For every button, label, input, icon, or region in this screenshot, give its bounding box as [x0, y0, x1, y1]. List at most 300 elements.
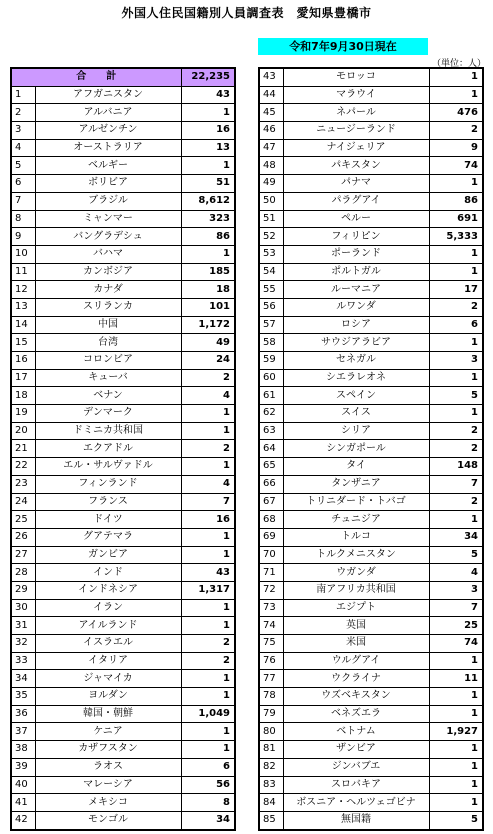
table-row: [259, 528, 483, 546]
row-number: 50: [259, 192, 283, 210]
table-row: [259, 228, 483, 246]
country-name: インドネシア: [35, 581, 181, 599]
table-row: [259, 670, 483, 688]
country-name: ドミニカ共和国: [35, 422, 181, 440]
table-row: [259, 705, 483, 723]
country-name: フィリピン: [283, 228, 429, 246]
table-row: [11, 599, 235, 617]
resident-count: 16: [181, 511, 235, 529]
table-row: [259, 263, 483, 281]
country-name: 台湾: [35, 334, 181, 352]
row-number: 10: [11, 245, 35, 263]
row-number: 38: [11, 741, 35, 759]
country-name: トルコ: [283, 528, 429, 546]
row-number: 16: [11, 352, 35, 370]
country-name: 南アフリカ共和国: [283, 581, 429, 599]
row-number: 69: [259, 528, 283, 546]
row-number: 51: [259, 210, 283, 228]
resident-count: 74: [429, 635, 483, 653]
country-name: スペイン: [283, 387, 429, 405]
table-row: [11, 652, 235, 670]
row-number: 41: [11, 794, 35, 812]
row-number: 34: [11, 670, 35, 688]
row-number: 75: [259, 635, 283, 653]
country-name: スロバキア: [283, 776, 429, 794]
row-number: 62: [259, 405, 283, 423]
country-name: マレーシア: [35, 776, 181, 794]
row-number: 46: [259, 122, 283, 140]
resident-count: 1: [181, 670, 235, 688]
country-name: ロシア: [283, 316, 429, 334]
table-row: [11, 546, 235, 564]
row-number: 18: [11, 387, 35, 405]
resident-count: 1: [181, 405, 235, 423]
resident-count: 1: [181, 688, 235, 706]
row-number: 39: [11, 758, 35, 776]
resident-count: 7: [181, 493, 235, 511]
row-number: 63: [259, 422, 283, 440]
row-number: 14: [11, 316, 35, 334]
row-number: 83: [259, 776, 283, 794]
table-row: [11, 440, 235, 458]
resident-count: 2: [429, 493, 483, 511]
resident-count: 56: [181, 776, 235, 794]
resident-count: 7: [429, 599, 483, 617]
resident-count: 16: [181, 122, 235, 140]
resident-count: 1: [181, 617, 235, 635]
table-row: [259, 440, 483, 458]
row-number: 23: [11, 475, 35, 493]
country-name: ブラジル: [35, 192, 181, 210]
resident-count: 1: [429, 369, 483, 387]
resident-count: 51: [181, 175, 235, 193]
country-name: グアテマラ: [35, 528, 181, 546]
table-row: [11, 528, 235, 546]
table-row: [259, 86, 483, 104]
row-number: 19: [11, 405, 35, 423]
country-name: パナマ: [283, 175, 429, 193]
country-name: アフガニスタン: [35, 86, 181, 104]
country-name: フランス: [35, 493, 181, 511]
resident-count: 4: [181, 387, 235, 405]
country-name: ポーランド: [283, 245, 429, 263]
row-number: 13: [11, 298, 35, 316]
table-row: [11, 352, 235, 370]
table-row: [11, 493, 235, 511]
resident-count: 3: [429, 352, 483, 370]
table-row: [11, 458, 235, 476]
row-number: 68: [259, 511, 283, 529]
table-row: [11, 369, 235, 387]
resident-count: 323: [181, 210, 235, 228]
country-name: モンゴル: [35, 811, 181, 829]
row-number: 4: [11, 139, 35, 157]
resident-count: 5: [429, 546, 483, 564]
country-name: ヨルダン: [35, 688, 181, 706]
resident-count: 18: [181, 281, 235, 299]
table-row: [11, 405, 235, 423]
resident-count: 185: [181, 263, 235, 281]
table-row: [11, 617, 235, 635]
country-name: ミャンマー: [35, 210, 181, 228]
table-row: [259, 599, 483, 617]
resident-count: 2: [429, 422, 483, 440]
resident-count: 1: [429, 652, 483, 670]
resident-count: 1: [181, 599, 235, 617]
row-number: 15: [11, 334, 35, 352]
total-label: 合 計: [11, 68, 181, 86]
country-name: ウルグアイ: [283, 652, 429, 670]
table-row: [259, 334, 483, 352]
country-name: セネガル: [283, 352, 429, 370]
resident-count: 1: [429, 263, 483, 281]
resident-count: 8,612: [181, 192, 235, 210]
row-number: 2: [11, 104, 35, 122]
country-name: サウジアラビア: [283, 334, 429, 352]
total-row: [11, 68, 235, 86]
row-number: 43: [259, 68, 283, 86]
country-name: フィンランド: [35, 475, 181, 493]
resident-count: 1,172: [181, 316, 235, 334]
resident-count: 7: [429, 475, 483, 493]
resident-count: 1: [181, 741, 235, 759]
resident-count: 1: [181, 157, 235, 175]
country-name: トリニダード・トバゴ: [283, 493, 429, 511]
table-row: [11, 511, 235, 529]
table-row: [259, 688, 483, 706]
country-name: バハマ: [35, 245, 181, 263]
country-name: スイス: [283, 405, 429, 423]
resident-count: 1,049: [181, 705, 235, 723]
country-name: エル・サルヴァドル: [35, 458, 181, 476]
resident-count: 6: [181, 758, 235, 776]
resident-count: 2: [429, 122, 483, 140]
country-name: 米国: [283, 635, 429, 653]
row-number: 74: [259, 617, 283, 635]
table-row: [259, 546, 483, 564]
table-row: [11, 175, 235, 193]
row-number: 17: [11, 369, 35, 387]
row-number: 40: [11, 776, 35, 794]
table-row: [11, 298, 235, 316]
row-number: 20: [11, 422, 35, 440]
resident-count: 86: [181, 228, 235, 246]
unit-label: （単位：人）: [431, 59, 486, 69]
table-row: [11, 475, 235, 493]
resident-count: 2: [181, 635, 235, 653]
table-row: [259, 758, 483, 776]
country-name: インド: [35, 564, 181, 582]
country-name: アイルランド: [35, 617, 181, 635]
resident-count: 2: [181, 369, 235, 387]
table-row: [11, 776, 235, 794]
row-number: 8: [11, 210, 35, 228]
table-row: [11, 86, 235, 104]
row-number: 22: [11, 458, 35, 476]
table-row: [11, 263, 235, 281]
country-name: エジプト: [283, 599, 429, 617]
country-name: モロッコ: [283, 68, 429, 86]
left-table: [10, 67, 236, 831]
total-value: 22,235: [181, 68, 235, 86]
country-name: マラウイ: [283, 86, 429, 104]
resident-count: 1: [429, 245, 483, 263]
country-name: ザンビア: [283, 741, 429, 759]
table-row: [11, 387, 235, 405]
table-row: [11, 581, 235, 599]
resident-count: 1: [181, 528, 235, 546]
table-row: [11, 228, 235, 246]
resident-count: 1: [429, 334, 483, 352]
table-row: [259, 139, 483, 157]
country-name: ベネズエラ: [283, 705, 429, 723]
resident-count: 17: [429, 281, 483, 299]
row-number: 60: [259, 369, 283, 387]
country-name: ボリビア: [35, 175, 181, 193]
row-number: 35: [11, 688, 35, 706]
row-number: 9: [11, 228, 35, 246]
resident-count: 49: [181, 334, 235, 352]
table-row: [11, 316, 235, 334]
country-name: 無国籍: [283, 811, 429, 829]
resident-count: 691: [429, 210, 483, 228]
country-name: シリア: [283, 422, 429, 440]
table-row: [259, 652, 483, 670]
row-number: 11: [11, 263, 35, 281]
country-name: ウガンダ: [283, 564, 429, 582]
resident-count: 101: [181, 298, 235, 316]
resident-count: 34: [429, 528, 483, 546]
page-title: 外国人住民国籍別人員調査表 愛知県豊橋市: [121, 6, 372, 20]
row-number: 54: [259, 263, 283, 281]
country-name: ルワンダ: [283, 298, 429, 316]
country-name: ウズベキスタン: [283, 688, 429, 706]
country-name: ウクライナ: [283, 670, 429, 688]
row-number: 42: [11, 811, 35, 829]
country-name: スリランカ: [35, 298, 181, 316]
resident-count: 1: [429, 688, 483, 706]
resident-count: 2: [429, 298, 483, 316]
table-row: [11, 281, 235, 299]
row-number: 55: [259, 281, 283, 299]
resident-count: 5: [429, 387, 483, 405]
table-row: [259, 794, 483, 812]
country-name: ベルギー: [35, 157, 181, 175]
resident-count: 1,927: [429, 723, 483, 741]
row-number: 24: [11, 493, 35, 511]
row-number: 61: [259, 387, 283, 405]
country-name: ジャマイカ: [35, 670, 181, 688]
row-number: 28: [11, 564, 35, 582]
resident-count: 2: [429, 440, 483, 458]
row-number: 72: [259, 581, 283, 599]
country-name: ベナン: [35, 387, 181, 405]
row-number: 56: [259, 298, 283, 316]
table-row: [11, 688, 235, 706]
table-row: [259, 316, 483, 334]
resident-count: 5,333: [429, 228, 483, 246]
table-row: [259, 422, 483, 440]
country-name: ベトナム: [283, 723, 429, 741]
country-name: ドイツ: [35, 511, 181, 529]
row-number: 79: [259, 705, 283, 723]
resident-count: 4: [429, 564, 483, 582]
country-name: ケニア: [35, 723, 181, 741]
table-row: [259, 210, 483, 228]
row-number: 81: [259, 741, 283, 759]
table-row: [259, 298, 483, 316]
country-name: アルゼンチン: [35, 122, 181, 140]
resident-count: 1: [429, 405, 483, 423]
country-name: トルクメニスタン: [283, 546, 429, 564]
resident-count: 5: [429, 811, 483, 829]
row-number: 64: [259, 440, 283, 458]
table-row: [11, 139, 235, 157]
resident-count: 1: [429, 741, 483, 759]
country-name: バングラデシュ: [35, 228, 181, 246]
country-name: ジンバブエ: [283, 758, 429, 776]
row-number: 66: [259, 475, 283, 493]
country-name: タンザニア: [283, 475, 429, 493]
resident-count: 24: [181, 352, 235, 370]
country-name: ペルー: [283, 210, 429, 228]
resident-count: 2: [181, 652, 235, 670]
resident-count: 1: [429, 758, 483, 776]
resident-count: 8: [181, 794, 235, 812]
table-row: [11, 670, 235, 688]
table-row: [11, 157, 235, 175]
country-name: カンボジア: [35, 263, 181, 281]
table-row: [11, 564, 235, 582]
resident-count: 74: [429, 157, 483, 175]
country-name: シエラレオネ: [283, 369, 429, 387]
country-name: ポルトガル: [283, 263, 429, 281]
country-name: オーストラリア: [35, 139, 181, 157]
table-row: [259, 635, 483, 653]
row-number: 58: [259, 334, 283, 352]
row-number: 44: [259, 86, 283, 104]
table-row: [259, 581, 483, 599]
resident-count: 34: [181, 811, 235, 829]
resident-count: 1: [429, 68, 483, 86]
row-number: 29: [11, 581, 35, 599]
table-row: [11, 210, 235, 228]
row-number: 33: [11, 652, 35, 670]
row-number: 67: [259, 493, 283, 511]
table-row: [259, 564, 483, 582]
right-table: [258, 67, 484, 831]
country-name: イタリア: [35, 652, 181, 670]
resident-count: 476: [429, 104, 483, 122]
row-number: 59: [259, 352, 283, 370]
table-row: [259, 157, 483, 175]
country-name: ガンビア: [35, 546, 181, 564]
row-number: 49: [259, 175, 283, 193]
resident-count: 1: [429, 705, 483, 723]
table-row: [11, 705, 235, 723]
resident-count: 9: [429, 139, 483, 157]
row-number: 47: [259, 139, 283, 157]
row-number: 84: [259, 794, 283, 812]
resident-count: 1,317: [181, 581, 235, 599]
row-number: 70: [259, 546, 283, 564]
country-name: 韓国・朝鮮: [35, 705, 181, 723]
country-name: タイ: [283, 458, 429, 476]
table-row: [259, 458, 483, 476]
resident-count: 86: [429, 192, 483, 210]
row-number: 6: [11, 175, 35, 193]
row-number: 57: [259, 316, 283, 334]
table-row: [259, 122, 483, 140]
country-name: ラオス: [35, 758, 181, 776]
country-name: イラン: [35, 599, 181, 617]
row-number: 45: [259, 104, 283, 122]
resident-count: 1: [181, 104, 235, 122]
row-number: 32: [11, 635, 35, 653]
country-name: アルバニア: [35, 104, 181, 122]
country-name: キューバ: [35, 369, 181, 387]
row-number: 37: [11, 723, 35, 741]
row-number: 52: [259, 228, 283, 246]
country-name: 英国: [283, 617, 429, 635]
resident-count: 2: [181, 440, 235, 458]
table-row: [259, 405, 483, 423]
row-number: 65: [259, 458, 283, 476]
row-number: 85: [259, 811, 283, 829]
table-row: [259, 281, 483, 299]
country-name: メキシコ: [35, 794, 181, 812]
row-number: 78: [259, 688, 283, 706]
country-name: デンマーク: [35, 405, 181, 423]
table-row: [259, 245, 483, 263]
country-name: ルーマニア: [283, 281, 429, 299]
resident-count: 1: [429, 794, 483, 812]
row-number: 26: [11, 528, 35, 546]
row-number: 12: [11, 281, 35, 299]
table-row: [11, 741, 235, 759]
country-name: カナダ: [35, 281, 181, 299]
table-row: [259, 352, 483, 370]
row-number: 21: [11, 440, 35, 458]
table-row: [11, 334, 235, 352]
table-row: [259, 511, 483, 529]
table-row: [11, 635, 235, 653]
resident-count: 1: [429, 776, 483, 794]
resident-count: 4: [181, 475, 235, 493]
country-name: ボスニア・ヘルツェゴビナ: [283, 794, 429, 812]
resident-count: 11: [429, 670, 483, 688]
row-number: 53: [259, 245, 283, 263]
row-number: 27: [11, 546, 35, 564]
row-number: 36: [11, 705, 35, 723]
row-number: 5: [11, 157, 35, 175]
country-name: コロンビア: [35, 352, 181, 370]
country-name: ネパール: [283, 104, 429, 122]
resident-count: 1: [181, 422, 235, 440]
row-number: 1: [11, 86, 35, 104]
row-number: 76: [259, 652, 283, 670]
table-row: [259, 68, 483, 86]
row-number: 82: [259, 758, 283, 776]
resident-count: 1: [429, 511, 483, 529]
row-number: 7: [11, 192, 35, 210]
row-number: 71: [259, 564, 283, 582]
country-name: シンガポール: [283, 440, 429, 458]
row-number: 80: [259, 723, 283, 741]
table-row: [11, 758, 235, 776]
country-name: ナイジェリア: [283, 139, 429, 157]
country-name: 中国: [35, 316, 181, 334]
